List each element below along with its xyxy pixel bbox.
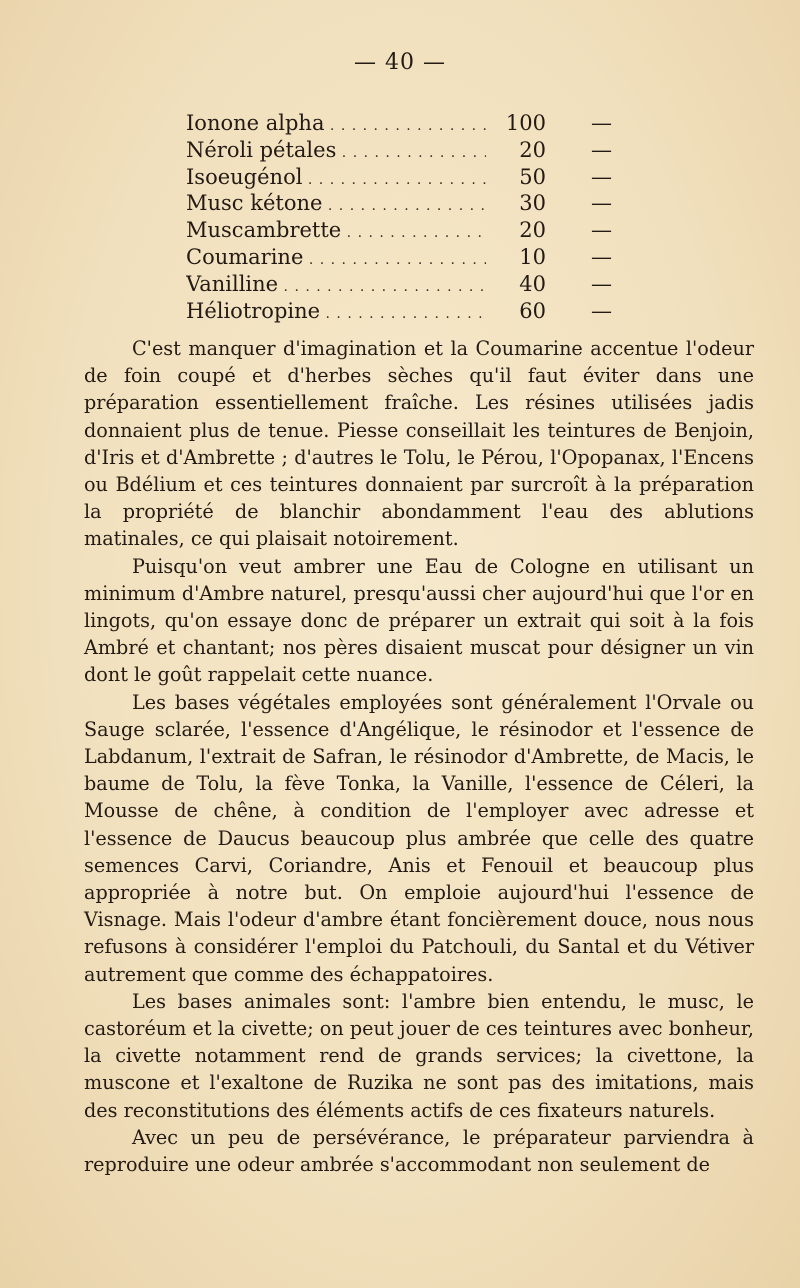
body-text — [84, 335, 754, 1178]
formula-row — [186, 190, 626, 217]
paragraph: C'est manquer d'imagination et la Coumarine accentue l'odeur de foin coupé et d'herbes sèches qu'il faut éviter dans une préparation essentiellement fraîche. Les résines utilisées jadis donnaient plus de tenue. Piesse conseillait les teintures de Benjoin, d'Iris et d'Ambrette ; d'autres le Tolu, le Pérou, l'Opopanax, l'Encens ou Bdélium et ces teintures donnaient par surcroît à la préparation la propriété de blanchir abondamment l'eau des ablutions matinales, ce qui plaisait notoirement. — [84, 337, 754, 551]
ingredient-unit: — — [591, 111, 612, 135]
formula-row — [186, 164, 626, 191]
ingredient-name: Musc kétone . . . — [186, 190, 486, 220]
paragraph: Les bases végétales employées sont généralement l'Orvale ou Sauge sclarée, l'essence d'Angélique, le résinodor et l'essence de Labdanum, l'extrait de Safran, le résinodor d'Ambrette, de Macis, le baume de Tolu, la fève Tonka, la Vanille, l'essence de Céleri, la Mousse de chêne, à condition de l'employer avec adresse et l'essence de Daucus beaucoup plus ambrée que celle des quatre semences Carvi, Coriandre, Anis et Fenouil et beaucoup plus appropriée à notre but. On emploie aujourd'hui l'essence de Visnage. Mais l'odeur d'ambre étant foncièrement douce, nous nous refusons à considérer l'emploi du Patchouli, du Santal et du Vétiver autrement que comme des échappatoires. — [84, 690, 754, 986]
ingredient-name: Muscambrette . . . — [186, 217, 486, 247]
formula-list — [186, 110, 626, 324]
ingredient-quantity: 60 — [519, 298, 546, 323]
ingredient-name: Vanilline . . . — [186, 271, 486, 301]
ingredient-quantity: 50 — [519, 164, 546, 189]
ingredient-unit: — — [591, 164, 612, 189]
ingredient-unit: — — [591, 298, 612, 323]
ingredient-quantity: 40 — [519, 271, 546, 296]
paragraph: Les bases animales sont: l'ambre bien entendu, le musc, le castoréum et la civette; on peut jouer de ces teintures avec bonheur, la civette notamment rend de grands services; la civettone, la muscone et l'exaltone de Ruzika ne sont pas des imitations, mais des reconstitutions des éléments actifs de ces fixateurs naturels. — [84, 989, 754, 1122]
paragraph: Avec un peu de persévérance, le préparateur parviendra à reproduire une odeur ambrée s'accommodant non seulement de — [84, 1125, 754, 1177]
ingredient-unit: — — [591, 137, 612, 162]
ingredient-unit: — — [591, 218, 612, 243]
ingredient-quantity: 10 — [519, 244, 546, 269]
ingredient-quantity: 30 — [519, 191, 546, 216]
formula-row — [186, 271, 626, 298]
ingredient-name: Coumarine . . . — [186, 244, 486, 274]
paragraph: Puisqu'on veut ambrer une Eau de Cologne en utilisant un minimum d'Ambre naturel, presqu'aussi cher aujourd'hui que l'or en lingots, qu'on essaye donc de préparer un extrait qui soit à la fois Ambré et chantant; nos pères disaient muscat pour désigner un vin dont le goût rappelait cette nuance. — [84, 554, 754, 687]
ingredient-name: Isoeugénol . . . — [186, 164, 486, 194]
ingredient-name: Néroli pétales . . . — [186, 137, 486, 167]
formula-row — [186, 137, 626, 164]
ingredient-quantity: 20 — [519, 137, 546, 162]
ingredient-quantity: 20 — [519, 218, 546, 243]
ingredient-name: Ionone alpha . . . — [186, 110, 486, 140]
formula-row — [186, 298, 626, 325]
ingredient-unit: — — [591, 191, 612, 216]
ingredient-name: Héliotropine . . . — [186, 298, 486, 328]
formula-row — [186, 110, 626, 137]
ingredient-unit: — — [591, 271, 612, 296]
formula-row — [186, 217, 626, 244]
page-number: — 40 — — [354, 50, 446, 75]
ingredient-unit: — — [591, 244, 612, 269]
formula-row — [186, 244, 626, 271]
ingredient-quantity: 100 — [505, 111, 546, 135]
